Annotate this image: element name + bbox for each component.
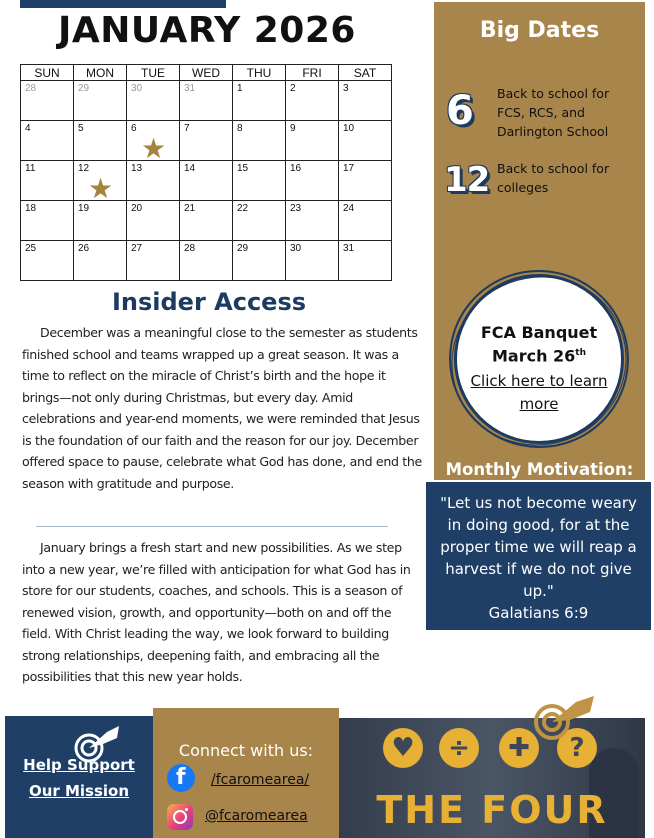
calendar-day	[286, 241, 339, 281]
day-number: 25	[25, 243, 37, 254]
section-divider	[36, 526, 388, 527]
day-number: 9	[290, 123, 296, 134]
monthly-motivation-title: Monthly Motivation:	[445, 460, 634, 479]
day-number: 20	[131, 203, 143, 214]
calendar-day	[286, 81, 339, 121]
day-number: 7	[184, 123, 190, 134]
day-number: 18	[25, 203, 37, 214]
calendar-day	[180, 161, 233, 201]
calendar-day	[21, 161, 74, 201]
calendar-day	[127, 201, 180, 241]
calendar-day	[233, 81, 286, 121]
day-number: 15	[237, 163, 249, 174]
day-number: 12	[78, 163, 90, 174]
day-number: 19	[78, 203, 90, 214]
day-number: 8	[237, 123, 243, 134]
day-number: 29	[78, 83, 90, 94]
calendar-day	[74, 121, 127, 161]
day-number: 27	[131, 243, 143, 254]
star-icon: ★	[88, 173, 114, 204]
calendar-grid	[20, 64, 392, 281]
question-icon: ?	[557, 728, 597, 768]
calendar-day	[180, 241, 233, 281]
connect-section	[153, 708, 339, 838]
day-number: 31	[343, 243, 355, 254]
motivation-quote-box	[426, 482, 651, 630]
banquet-date	[454, 343, 624, 366]
day-number: 24	[343, 203, 355, 214]
day-number: 30	[290, 243, 302, 254]
day-number: 3	[343, 83, 349, 94]
day-number: 1	[237, 83, 243, 94]
day-number: 31	[184, 83, 196, 94]
quote-reference: Galatians 6:9	[488, 604, 589, 622]
help-support-button[interactable]	[5, 716, 153, 838]
day-number: 30	[131, 83, 143, 94]
weekday-header: THU	[233, 65, 286, 81]
calendar-day	[180, 81, 233, 121]
banquet-learn-more-link[interactable]: Click here to learn more	[470, 372, 608, 414]
big-dates-sidebar	[434, 2, 645, 480]
calendar-day	[286, 161, 339, 201]
connect-title: Connect with us:	[178, 741, 314, 760]
day-number: 11	[25, 163, 36, 174]
day-number: 29	[237, 243, 249, 254]
weekday-header: SUN	[21, 65, 74, 81]
calendar-day	[233, 121, 286, 161]
support-line-2: Our Mission	[28, 782, 130, 800]
calendar-day	[286, 121, 339, 161]
calendar-day	[339, 81, 392, 121]
day-number: 16	[290, 163, 302, 174]
calendar-week	[21, 81, 392, 121]
day-number: 6	[131, 123, 137, 134]
calendar-day	[74, 161, 127, 204]
help-support-text	[5, 752, 153, 804]
weekday-header: SAT	[339, 65, 392, 81]
calendar-title: JANUARY 2026	[58, 10, 356, 51]
calendar-day	[339, 201, 392, 241]
big-dates-title: Big Dates	[479, 18, 600, 43]
calendar-day	[127, 81, 180, 121]
big-date-number: 6	[446, 88, 474, 134]
facebook-icon[interactable]: f	[167, 764, 195, 792]
day-number: 23	[290, 203, 302, 214]
day-number: 13	[131, 163, 143, 174]
banquet-info	[454, 322, 624, 416]
quote-text: "Let us not become weary in doing good, for at the proper time we will reap a harvest if we do not give up."	[440, 494, 637, 600]
calendar-day	[74, 81, 127, 121]
calendar-day	[74, 241, 127, 281]
facebook-link[interactable]: /fcaromearea/	[211, 772, 310, 788]
day-number: 2	[290, 83, 296, 94]
day-number: 28	[25, 83, 37, 94]
calendar-week	[21, 161, 392, 201]
day-number: 14	[184, 163, 196, 174]
support-line-1: Help Support	[23, 756, 135, 774]
day-number: 17	[343, 163, 355, 174]
instagram-icon[interactable]	[167, 804, 193, 830]
calendar-day	[339, 121, 392, 161]
weekday-header: TUE	[127, 65, 180, 81]
instagram-link[interactable]: @fcaromearea	[205, 808, 308, 824]
big-date-description: Back to school for colleges	[497, 161, 610, 195]
big-date-description: Back to school for FCS, RCS, and Darlington School	[497, 86, 610, 139]
target-hand-icon	[530, 692, 600, 742]
day-number: 5	[78, 123, 84, 134]
calendar-day	[233, 201, 286, 241]
calendar-day	[233, 241, 286, 281]
calendar-day	[180, 121, 233, 161]
calendar-day	[21, 121, 74, 161]
banquet-date-text: March 26	[491, 346, 576, 366]
calendar-day	[127, 121, 180, 164]
cross-icon: ✚	[499, 728, 539, 768]
calendar-day	[286, 201, 339, 241]
calendar-day	[127, 161, 180, 201]
banquet-date-suffix: th	[575, 348, 587, 358]
weekday-header: WED	[180, 65, 233, 81]
calendar-day	[233, 161, 286, 201]
calendar-week	[21, 241, 392, 281]
heart-icon: ♥	[383, 728, 423, 768]
calendar-day	[21, 241, 74, 281]
day-number: 22	[237, 203, 249, 214]
day-number: 4	[25, 123, 31, 134]
day-number: 26	[78, 243, 90, 254]
star-icon: ★	[141, 133, 167, 164]
insider-access-title: Insider Access	[111, 288, 307, 316]
banquet-title: FCA Banquet	[480, 323, 598, 342]
calendar-day	[339, 241, 392, 281]
calendar-day	[21, 81, 74, 121]
weekday-header: MON	[74, 65, 127, 81]
top-accent-bar	[20, 0, 226, 8]
calendar-day	[74, 201, 127, 241]
calendar-day	[339, 161, 392, 201]
big-date-number: 12	[444, 160, 490, 200]
insider-paragraph-2: January brings a fresh start and new possibilities. As we step into a new year, we’re filled with anticipation for what God has in store for our students, coaches, and schools. This is a season of renewed vision, growth, and opportunity—both on and off the field. With Christ leading the way, we look forward to building strong relationships, deepening faith, and embracing all the possibilities that this new year holds.	[22, 540, 411, 684]
day-number: 28	[184, 243, 196, 254]
day-number: 10	[343, 123, 355, 134]
calendar-week	[21, 121, 392, 161]
weekday-header: FRI	[286, 65, 339, 81]
insider-paragraph-1: December was a meaningful close to the semester as students finished school and teams wrapped up a great season. It was a time to reflect on the miracle of Christ’s birth and the hope it brings—not only during Christmas, but every day. Amid celebrations and year-end moments, we were reminded that Jesus is the foundation of our faith and the reason for our joy. December offered space to pause, celebrate what God has done, and end the season with gratitude and purpose.	[22, 325, 422, 491]
calendar-day	[180, 201, 233, 241]
day-number: 21	[184, 203, 196, 214]
calendar-day	[21, 201, 74, 241]
calendar-day	[127, 241, 180, 281]
calendar-week	[21, 201, 392, 241]
the-four-title: THE FOUR	[376, 788, 608, 832]
divide-icon: ÷	[439, 728, 479, 768]
